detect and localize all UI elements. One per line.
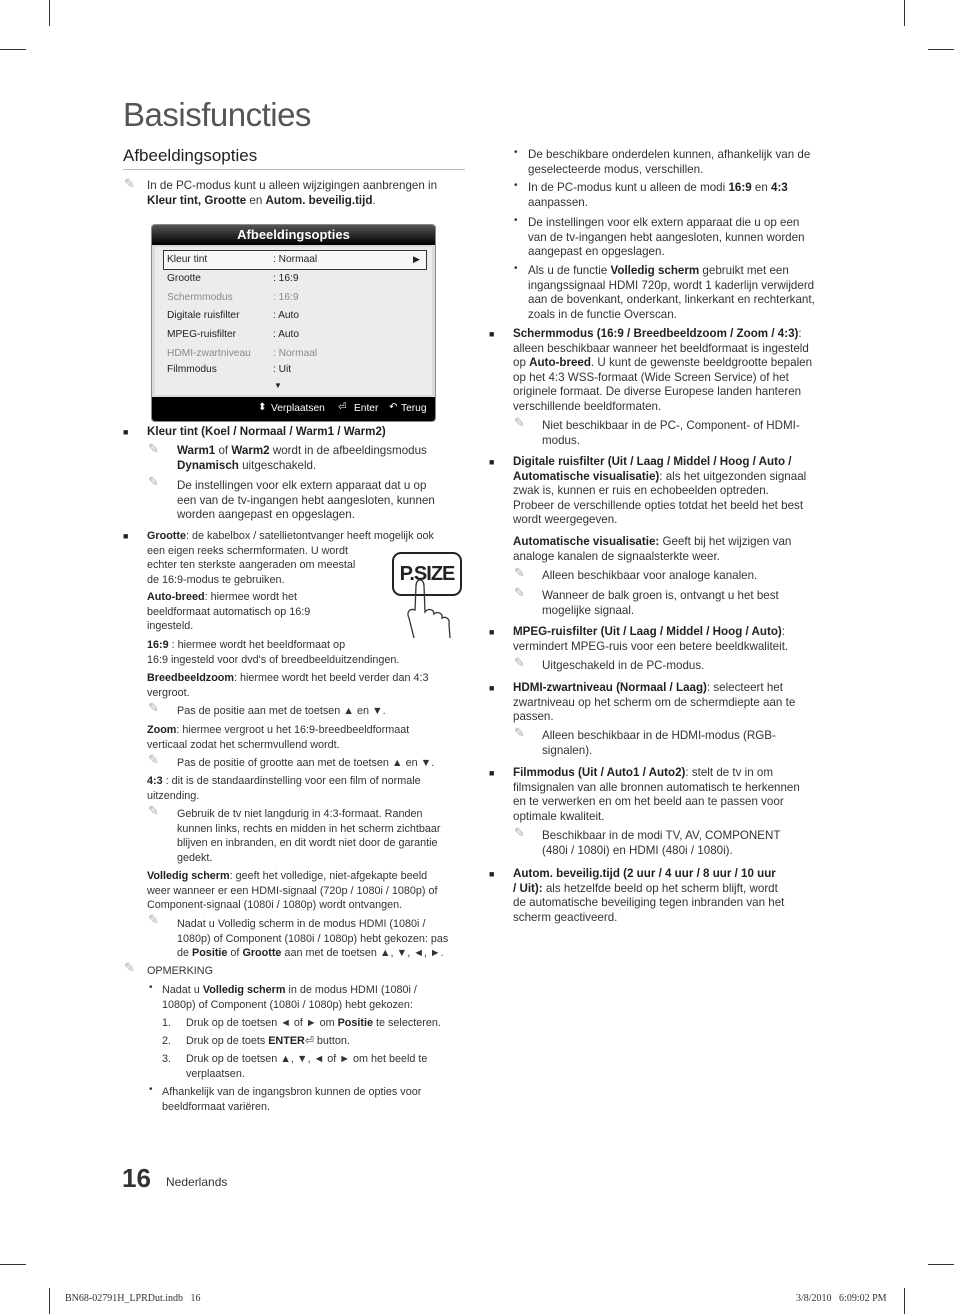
osd-enter-label: Enter bbox=[354, 403, 379, 414]
section-title: Afbeeldingsopties bbox=[123, 146, 258, 165]
mpeg-note: Uitgeschakeld in de PC-modus. bbox=[542, 659, 705, 672]
arrow-down-icon: ▼ bbox=[274, 381, 282, 390]
autom-beveilig-text: Autom. beveilig.tijd (2 uur / 4 uur / 8 uur / 10 uur / Uit): als hetzelfde beeld op het scherm blijft, wordt de automatische beveiliging tegen inbranden van het scherm geactiveerd. bbox=[513, 867, 785, 924]
osd-row-hdmi-zwartniveau: HDMI-zwartniveau bbox=[167, 348, 251, 359]
note-icon: ✎ bbox=[148, 803, 159, 818]
osd-value-filmmodus: : Uit bbox=[273, 364, 292, 375]
kleur-note-1: Warm1 of Warm2 wordt in de afbeeldingsmodus Dynamisch uitgeschakeld. bbox=[177, 444, 427, 472]
opmerking-bullet-1: Nadat u Volledig scherm in de modus HDMI (1080i / 1080p) of Component (1080i / 1080p) hebt gekozen: bbox=[162, 984, 417, 1011]
zoom-note: Pas de positie of grootte aan met de toetsen ▲ en ▼. bbox=[177, 757, 435, 769]
grootte-text: Grootte: de kabelbox / satellietontvanger heeft mogelijk ook een eigen reeks schermformaten. U wordt echter ten sterkste aangeraden om meestal de 16:9-modus te gebruiken. bbox=[147, 530, 434, 586]
osd-row-digitale-ruisfilter[interactable]: Digitale ruisfilter bbox=[167, 310, 240, 321]
filmmodus-text: Filmmodus (Uit / Auto1 / Auto2): stelt de tv in om filmsignalen van alle bronnen automatisch te herkennen en te verwerken en om het beeld aan te passen voor optimale kwaliteit. bbox=[513, 766, 800, 823]
breedbeeldzoom-text: Breedbeeldzoom: hiermee wordt het beeld verder dan 4:3 vergroot. bbox=[147, 672, 429, 699]
square-bullet: ■ bbox=[489, 768, 495, 778]
square-bullet: ■ bbox=[489, 457, 495, 467]
kleur-tint-heading: Kleur tint (Koel / Normaal / Warm1 / Warm2) bbox=[147, 425, 386, 438]
osd-title: Afbeeldingsopties bbox=[152, 225, 435, 245]
crop-mark bbox=[928, 49, 954, 50]
osd-back-label: Terug bbox=[401, 403, 427, 414]
right-bullet-4: Als u de functie Volledig scherm gebruikt met een ingangssignaal HDMI 720p, wordt 1 kaderlijn verwijderd aan de bovenkant, onderkant, linkerkant en rechterkant, zoals in de functie Overscan. bbox=[528, 264, 815, 321]
schermmodus-note: Niet beschikbaar in de PC-, Component- of HDMI- modus. bbox=[542, 419, 800, 447]
bullet: • bbox=[514, 180, 518, 191]
note-icon: ✎ bbox=[124, 176, 135, 191]
crop-mark bbox=[904, 1288, 905, 1314]
note-icon: ✎ bbox=[514, 825, 525, 840]
osd-value-hdmi-zwartniveau: : Normaal bbox=[273, 348, 318, 359]
print-date-info: 3/8/2010 6:09:02 PM bbox=[796, 1293, 887, 1304]
note-icon: ✎ bbox=[148, 474, 159, 489]
kleur-note-2: De instellingen voor elk extern apparaat dat u op een van de tv-ingangen hebt aangesloten, kunnen worden aangepast en opgeslagen. bbox=[177, 479, 435, 522]
crop-mark bbox=[0, 1264, 26, 1265]
digitale-note-1: Alleen beschikbaar voor analoge kanalen. bbox=[542, 569, 758, 582]
note-icon: ✎ bbox=[514, 725, 525, 740]
step-1: 1. Druk op de toetsen ◄ of ► om Positie te selecteren. bbox=[162, 1017, 441, 1029]
auto-breed-text: Auto-breed: hiermee wordt het beeldformaat automatisch op 16:9 ingesteld. bbox=[147, 591, 311, 633]
note-icon: ✎ bbox=[148, 912, 159, 927]
note-icon: ✎ bbox=[148, 752, 159, 767]
note-icon: ✎ bbox=[148, 441, 159, 456]
crop-mark bbox=[49, 1288, 50, 1314]
square-bullet: ■ bbox=[489, 683, 495, 693]
hand-icon bbox=[400, 572, 464, 642]
osd-value-schermmodus: : 16:9 bbox=[273, 292, 299, 303]
hdmi-note: Alleen beschikbaar in de HDMI-modus (RGB- signalen). bbox=[542, 729, 776, 757]
updown-icon: ⬍ bbox=[258, 402, 267, 413]
osd-row-mpeg-ruisfilter[interactable]: MPEG-ruisfilter bbox=[167, 329, 237, 340]
square-bullet: ■ bbox=[489, 329, 495, 339]
step-2: 2. Druk op de toets ENTER⏎ button. bbox=[162, 1035, 350, 1047]
osd-row-schermmodus: Schermmodus bbox=[167, 292, 233, 303]
volledig-scherm-text: Volledig scherm: geeft het volledige, niet-afgekapte beeld weer wanneer er een HDMI-signaal (720p / 1080i / 1080p) of Component-signaal (1080i / 1080p) wordt ontvangen. bbox=[147, 870, 438, 912]
breedbeeldzoom-note: Pas de positie aan met de toetsen ▲ en ▼. bbox=[177, 705, 386, 717]
enter-icon: ⏎ bbox=[304, 1035, 314, 1047]
crop-mark bbox=[49, 0, 50, 26]
hdmi-zwartniveau-text: HDMI-zwartniveau (Normaal / Laag): selecteert het zwartniveau op het scherm om de schermdiepte aan te passen. bbox=[513, 681, 796, 724]
page-language: Nederlands bbox=[166, 1175, 228, 1189]
opmerking-heading: OPMERKING bbox=[147, 965, 213, 977]
osd-value-digitale-ruisfilter: : Auto bbox=[273, 310, 300, 321]
arrow-right-icon: ▶ bbox=[413, 254, 420, 264]
b169-text: 16:9 : hiermee wordt het beeldformaat op 16:9 ingesteld voor dvd's of breedbeelduitzendingen. bbox=[147, 639, 400, 666]
print-file-info: BN68-02791H_LPRDut.indb 16 bbox=[65, 1293, 201, 1304]
right-bullet-1: De beschikbare onderdelen kunnen, afhankelijk van de geselecteerde modus, verschillen. bbox=[528, 148, 811, 176]
crop-mark bbox=[928, 1264, 954, 1265]
osd-row-grootte[interactable]: Grootte bbox=[167, 273, 201, 284]
bullet: • bbox=[149, 982, 153, 993]
osd-row-kleur-tint[interactable]: Kleur tint bbox=[167, 254, 208, 265]
osd-body bbox=[155, 247, 432, 395]
bullet: • bbox=[514, 263, 518, 274]
osd-move-label: Verplaatsen bbox=[271, 403, 325, 414]
filmmodus-note: Beschikbaar in de modi TV, AV, COMPONENT (480i / 1080i) en HDMI (480i / 1080i). bbox=[542, 829, 781, 857]
opmerking-bullet-2: Afhankelijk van de ingangsbron kunnen de opties voor beeldformaat variëren. bbox=[162, 1086, 422, 1113]
osd-value-kleur-tint: : Normaal bbox=[273, 254, 318, 265]
osd-value-grootte: : 16:9 bbox=[273, 273, 299, 284]
return-icon: ↶ bbox=[389, 402, 398, 413]
bullet: • bbox=[514, 215, 518, 226]
note-icon: ✎ bbox=[124, 960, 135, 975]
psize-button: P.SIZE bbox=[392, 552, 462, 596]
square-bullet: ■ bbox=[489, 869, 495, 879]
automatische-visualisatie-text: Automatische visualisatie: Geeft bij het wijzigen van analoge kanalen de signaalsterkte weer. bbox=[513, 535, 792, 563]
b43-text: 4:3 : dit is de standaardinstelling voor een film of normale uitzending. bbox=[147, 775, 421, 802]
square-bullet: ■ bbox=[489, 627, 495, 637]
page-title: Basisfuncties bbox=[123, 96, 311, 133]
step-3: 3. Druk op de toetsen ▲, ▼, ◄ of ► om het beeld te verplaatsen. bbox=[162, 1053, 428, 1080]
osd-value-mpeg-ruisfilter: : Auto bbox=[273, 329, 300, 340]
note-icon: ✎ bbox=[148, 700, 159, 715]
note-icon: ✎ bbox=[514, 565, 525, 580]
volledig-scherm-note: Nadat u Volledig scherm in de modus HDMI (1080i / 1080p) of Component (1080i / 1080p) hebt gekozen: pas de Positie of Grootte aan met de toetsen ▲, ▼, ◄, ►. bbox=[177, 918, 449, 960]
digitale-ruisfilter-text: Digitale ruisfilter (Uit / Laag / Middel / Hoog / Auto / Automatische visualisatie): als het uitgezonden signaal zwak is, kunnen er ruis en echobeelden optreden. Probeer de verschillende opties totdat het beeld het best wordt weergegeven. bbox=[513, 455, 807, 527]
osd-row-filmmodus[interactable]: Filmmodus bbox=[167, 364, 217, 375]
digitale-note-2: Wanneer de balk groen is, ontvangt u het best mogelijke signaal. bbox=[542, 589, 779, 617]
page-number: 16 bbox=[122, 1163, 151, 1193]
section-divider bbox=[123, 169, 465, 170]
crop-mark bbox=[904, 0, 905, 26]
osd-menu bbox=[151, 224, 436, 422]
right-bullet-3: De instellingen voor elk extern apparaat die u op een van de tv-ingangen hebt aangesloten, kunnen worden aangepast en opgeslagen. bbox=[528, 216, 805, 259]
bullet: • bbox=[514, 147, 518, 158]
note-icon: ✎ bbox=[514, 585, 525, 600]
note-icon: ✎ bbox=[514, 415, 525, 430]
crop-mark bbox=[0, 49, 26, 50]
zoom-text: Zoom: hiermee vergroot u het 16:9-breedbeeldformaat verticaal zodat het schermvullend wordt. bbox=[147, 724, 410, 751]
bullet: • bbox=[149, 1084, 153, 1095]
note-icon: ✎ bbox=[514, 655, 525, 670]
right-bullet-2: In de PC-modus kunt u alleen de modi 16:9 en 4:3 aanpassen. bbox=[528, 181, 788, 209]
enter-icon: ⏎ bbox=[338, 402, 347, 413]
b43-note: Gebruik de tv niet langdurig in 4:3-formaat. Randen kunnen links, rechts en midden in het scherm zichtbaar blijven en inbranden, en dit wordt niet door de garantie gedekt. bbox=[177, 808, 441, 864]
mpeg-ruisfilter-text: MPEG-ruisfilter (Uit / Laag / Middel / Hoog / Auto): vermindert MPEG-ruis voor een betere beeldkwaliteit. bbox=[513, 625, 789, 653]
square-bullet: ■ bbox=[123, 531, 129, 541]
intro-note: In de PC-modus kunt u alleen wijzigingen aanbrengen in Kleur tint, Grootte en Autom. beveilig.tijd. bbox=[147, 179, 438, 207]
square-bullet: ■ bbox=[123, 427, 129, 437]
schermmodus-text: Schermmodus (16:9 / Breedbeeldzoom / Zoom / 4:3): alleen beschikbaar wanneer het beeldformaat is ingesteld op Auto-breed. U kunt de gewenste beeldgrootte bepalen op het 4:3 WSS-formaat (Wide Screen Service) of het originele formaat. De diverse Europese landen hanteren verschillende beeldformaten. bbox=[513, 327, 813, 413]
osd-footer bbox=[152, 397, 435, 421]
